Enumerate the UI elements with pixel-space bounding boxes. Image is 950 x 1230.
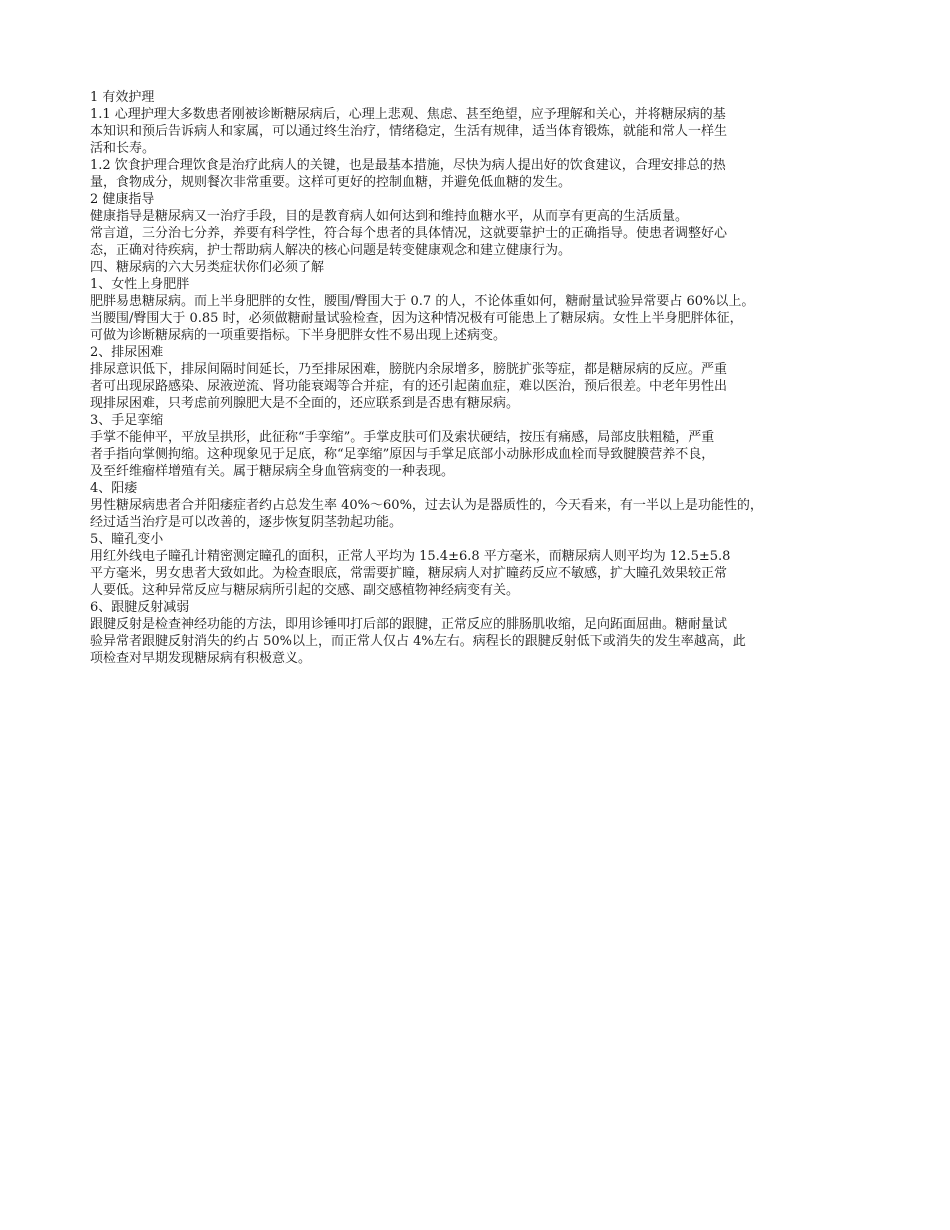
- paragraph-line: 量，食物成分，规则餐次非常重要。这样可更好的控制血糖，并避免低血糖的发生。: [90, 175, 572, 190]
- paragraph-line: 者手指向掌侧拘缩。这种现象见于足底，称“足挛缩”原因与手掌足底部小动脉形成血栓而导致腱膜营养不良，: [90, 447, 715, 462]
- paragraph-line: 经过适当治疗是可以改善的，逐步恢复阴茎勃起功能。: [90, 515, 403, 530]
- paragraph-line: 项检查对早期发现糖尿病有积极意义。: [90, 651, 312, 666]
- heading-tendon-reflex: 6、跟腱反射减弱: [90, 600, 190, 615]
- paragraph-line: 人要低。这种异常反应与糖尿病所引起的交感、副交感植物神经病变有关。: [90, 583, 520, 598]
- paragraph-line: 跟腱反射是检查神经功能的方法，即用诊锤叩打后部的跟腱，正常反应的腓肠肌收缩，足向跖面屈曲。糖耐量试: [90, 617, 728, 632]
- paragraph-line: 1.1 心理护理大多数患者刚被诊断糖尿病后，心理上悲观、焦虑、甚至绝望，应予理解和关心，并将糖尿病的基: [90, 107, 726, 122]
- paragraph-line: 当腰围/臀围大于 0.85 时，必须做糖耐量试验检查，因为这种情况极有可能患上了糖尿病。女性上半身肥胖体征，: [90, 311, 743, 326]
- heading-pupil-shrink: 5、瞳孔变小: [90, 532, 164, 547]
- paragraph-line: 用红外线电子瞳孔计精密测定瞳孔的面积，正常人平均为 15.4±6.8 平方毫米，而糖尿病人则平均为 12.5±5.8: [90, 549, 731, 564]
- paragraph-line: 现排尿困难，只考虑前列腺肥大是不全面的，还应联系到是否患有糖尿病。: [90, 396, 520, 411]
- paragraph-line: 健康指导是糖尿病又一治疗手段，目的是教育病人如何达到和维持血糖水平，从而享有更高的生活质量。: [90, 209, 689, 224]
- paragraph-line: 本知识和预后告诉病人和家属，可以通过终生治疗，情绪稳定，生活有规律，适当体育锻炼，就能和常人一样生: [90, 124, 728, 139]
- paragraph-line: 平方毫米，男女患者大致如此。为检查眼底，常需要扩瞳，糖尿病人对扩瞳药反应不敏感，扩大瞳孔效果较正常: [90, 566, 728, 581]
- heading-impotence: 4、阳痿: [90, 481, 138, 496]
- paragraph-line: 肥胖易患糖尿病。而上半身肥胖的女性，腰围/臀围大于 0.7 的人，不论体重如何，糖耐量试验异常要占 60%以上。: [90, 294, 755, 309]
- paragraph-line: 排尿意识低下，排尿间隔时间延长，乃至排尿困难，膀胱内余尿增多，膀胱扩张等症，都是糖尿病的反应。严重: [90, 362, 728, 377]
- paragraph-line: 活和长寿。: [90, 141, 156, 156]
- paragraph-line: 1.2 饮食护理合理饮食是治疗此病人的关键，也是最基本措施，尽快为病人提出好的饮食建议，合理安排总的热: [90, 158, 726, 173]
- paragraph-line: 态，正确对待疾病，护士帮助病人解决的核心问题是转变健康观念和建立健康行为。: [90, 243, 572, 258]
- paragraph-line: 可做为诊断糖尿病的一项重要指标。下半身肥胖女性不易出现上述病变。: [90, 328, 507, 343]
- paragraph-line: 者可出现尿路感染、尿液逆流、肾功能衰竭等合并症，有的还引起菌血症，难以医治，预后很差。中老年男性出: [90, 379, 728, 394]
- heading-effective-nursing: 1 有效护理: [90, 90, 155, 105]
- document-body: [90, 89, 880, 667]
- heading-six-symptoms: 四、糖尿病的六大另类症状你们必须了解: [90, 260, 325, 275]
- heading-upper-body-obesity: 1、女性上身肥胖: [90, 277, 190, 292]
- heading-health-guidance: 2 健康指导: [90, 192, 155, 207]
- heading-urination-difficulty: 2、排尿困难: [90, 345, 164, 360]
- paragraph-line: 验异常者跟腱反射消失的约占 50%以上，而正常人仅占 4%左右。病程长的跟腱反射低下或消失的发生率越高，此: [90, 634, 746, 649]
- paragraph-line: 手掌不能伸平，平放呈拱形，此征称“手挛缩”。手掌皮肤可们及索状硬结，按压有痛感，局部皮肤粗糙，严重: [90, 430, 715, 445]
- heading-hand-foot-contracture: 3、手足挛缩: [90, 413, 164, 428]
- paragraph-line: 及至纤维瘤样增殖有关。属于糖尿病全身血管病变的一种表现。: [90, 464, 455, 479]
- paragraph-line: 常言道，三分治七分养，养要有科学性，符合每个患者的具体情况，这就要靠护士的正确指导。使患者调整好心: [90, 226, 728, 241]
- paragraph-line: 男性糖尿病患者合并阳痿症者约占总发生率 40%～60%，过去认为是器质性的，今天看来，有一半以上是功能性的，: [90, 498, 763, 513]
